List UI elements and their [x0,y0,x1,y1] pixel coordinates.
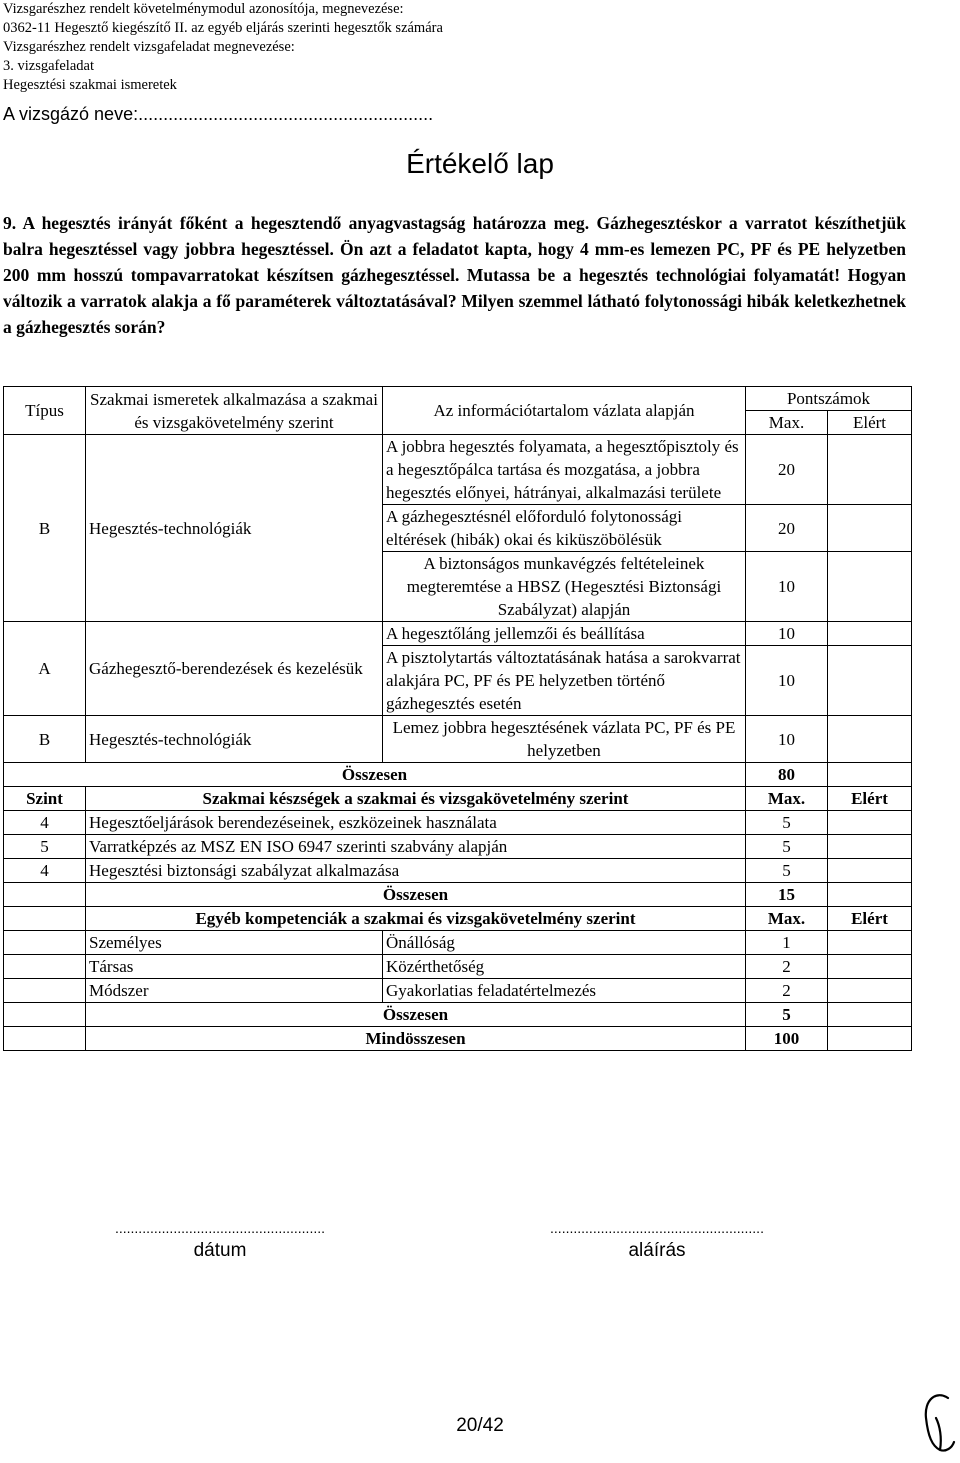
competency-name: Önállóság [383,931,746,955]
total-max: 15 [746,883,828,907]
type-cell: B [4,716,86,763]
skill-cell: Hegesztés-technológiák [86,435,383,622]
got-cell[interactable] [828,716,912,763]
skill-text: Hegesztőeljárások berendezéseinek, eszközeinek használata [86,811,746,835]
points-header: Pontszámok [746,387,912,411]
total-got[interactable] [828,763,912,787]
evaluation-table [3,386,912,1051]
header-line: Vizsgarészhez rendelt vizsgafeladat megnevezése: [3,39,295,55]
max-cell: 10 [746,716,828,763]
section-header-row [4,907,912,931]
max-cell: 20 [746,505,828,552]
header-line: 0362-11 Hegesztő kiegészítő II. az egyéb eljárás szerinti hegesztők számára [3,20,443,36]
document-header [3,0,443,95]
task-description: 9. A hegesztés irányát főként a hegesztendő anyagvastagság határozza meg. Gázhegesztéskor a varratot készíthetjük balra hegesztéssel vagy jobbra hegesztéssel. Ön azt a feladatot kapta, hogy 4 mm-es lemezen PC, PF és PE helyzetben 200 mm hosszú tompavarratokat készítsen gázhegesztéssel. Mutassa be a hegesztés technológiai folyamatát! Hogyan változik a varratok alakja a fő paraméterek változtatásával? Milyen szemmel látható folytonossági hibák keletkezhetnek a gázhegesztés során? [3,213,906,337]
table-row [4,716,912,763]
page-title: Értékelő lap [406,148,554,179]
competency-name: Közérthetőség [383,955,746,979]
max-cell: 10 [746,552,828,622]
skill-text: Hegesztési biztonsági szabályzat alkalmazása [86,859,746,883]
info-cell: A hegesztőláng jellemzői és beállítása [383,622,746,646]
table-row [4,622,912,646]
total-label: Összesen [4,763,746,787]
table-row [4,859,912,883]
total-label: Összesen [86,1003,746,1027]
competency-kind: Társas [86,955,383,979]
got-cell[interactable] [828,979,912,1003]
max-cell: 20 [746,435,828,505]
info-cell: A gázhegesztésnél előforduló folytonossági eltérések (hibák) okai és kiküszöbölésük [383,505,746,552]
got-cell[interactable] [828,835,912,859]
type-header: Típus [4,387,86,435]
header-line: Vizsgarészhez rendelt követelménymodul azonosítója, megnevezése: [3,1,404,17]
got-cell[interactable] [828,955,912,979]
info-cell: A biztonságos munkavégzés feltételeinek megteremtése a HBSZ (Hegesztési Biztonsági Szabályzat) alapján [383,552,746,622]
total-row [4,1003,912,1027]
empty-cell [4,979,86,1003]
max-header: Max. [746,787,828,811]
competency-kind: Személyes [86,931,383,955]
level-header: Szint [4,787,86,811]
table-header-row [4,387,912,411]
got-cell[interactable] [828,859,912,883]
empty-cell [4,883,86,907]
info-cell: A pisztolytartás változtatásának hatása a sarokvarrat alakjára PC, PF és PE helyzetben történő gázhegesztés esetén [383,646,746,716]
date-signature-block [85,1220,355,1262]
info-cell: A jobbra hegesztés folyamata, a hegesztőpisztoly és a hegesztőpálca tartása és mozgatása, a jobbra hegesztés előnyei, hátrányai, alkalmazási területe [383,435,746,505]
competency-kind: Módszer [86,979,383,1003]
got-cell[interactable] [828,931,912,955]
table-row [4,835,912,859]
total-row [4,883,912,907]
date-label: dátum [193,1240,247,1261]
signature-label: aláírás [628,1240,686,1261]
grand-total-row [4,1027,912,1051]
got-header: Elért [828,787,912,811]
table-row [4,955,912,979]
date-line[interactable]: ...................................................... [114,1220,326,1236]
signature-line[interactable]: ....................................................... [550,1220,764,1236]
signature-block [522,1220,792,1262]
empty-cell [4,1003,86,1027]
max-cell: 2 [746,979,828,1003]
max-cell: 10 [746,646,828,716]
page-number: 20/42 [456,1415,504,1436]
grand-total-max: 100 [746,1027,828,1051]
max-header: Max. [746,411,828,435]
info-header: Az információtartalom vázlata alapján [383,387,746,435]
header-line: Hegesztési szakmai ismeretek [3,77,177,93]
competency-name: Gyakorlatias feladatértelmezés [383,979,746,1003]
empty-cell [4,955,86,979]
empty-cell [4,907,86,931]
max-cell: 5 [746,811,828,835]
empty-cell [4,931,86,955]
level-cell: 4 [4,811,86,835]
info-cell: Lemez jobbra hegesztésének vázlata PC, PF és PE helyzetben [383,716,746,763]
skill-text: Varratképzés az MSZ EN ISO 6947 szerinti szabvány alapján [86,835,746,859]
level-cell: 5 [4,835,86,859]
total-row [4,763,912,787]
max-header: Max. [746,907,828,931]
got-header: Elért [828,907,912,931]
total-label: Összesen [86,883,746,907]
skill-cell: Gázhegesztő-berendezések és kezelésük [86,622,383,716]
table-row [4,979,912,1003]
table-row [4,931,912,955]
max-cell: 2 [746,955,828,979]
section-title: Egyéb kompetenciák a szakmai és vizsgakövetelmény szerint [86,907,746,931]
total-max: 80 [746,763,828,787]
skill-cell: Hegesztés-technológiák [86,716,383,763]
grand-total-got[interactable] [828,1027,912,1051]
total-got[interactable] [828,883,912,907]
got-cell[interactable] [828,646,912,716]
got-header: Elért [828,411,912,435]
got-cell[interactable] [828,552,912,622]
total-got[interactable] [828,1003,912,1027]
section-title: Szakmai készségek a szakmai és vizsgakövetelmény szerint [86,787,746,811]
grand-total-label: Mindösszesen [86,1027,746,1051]
max-cell: 5 [746,835,828,859]
got-cell[interactable] [828,622,912,646]
skill-header: Szakmai ismeretek alkalmazása a szakmai és vizsgakövetelmény szerint [86,387,383,435]
empty-cell [4,1027,86,1051]
got-cell[interactable] [828,435,912,505]
max-cell: 5 [746,859,828,883]
level-cell: 4 [4,859,86,883]
candidate-name-field[interactable]: A vizsgázó neve:........................................................... [3,104,434,124]
total-max: 5 [746,1003,828,1027]
section-header-row [4,787,912,811]
handwritten-initial-icon [918,1388,958,1458]
max-cell: 1 [746,931,828,955]
max-cell: 10 [746,622,828,646]
got-cell[interactable] [828,505,912,552]
header-line: 3. vizsgafeladat [3,58,94,74]
got-cell[interactable] [828,811,912,835]
type-cell: A [4,622,86,716]
table-row [4,435,912,505]
table-row [4,811,912,835]
type-cell: B [4,435,86,622]
